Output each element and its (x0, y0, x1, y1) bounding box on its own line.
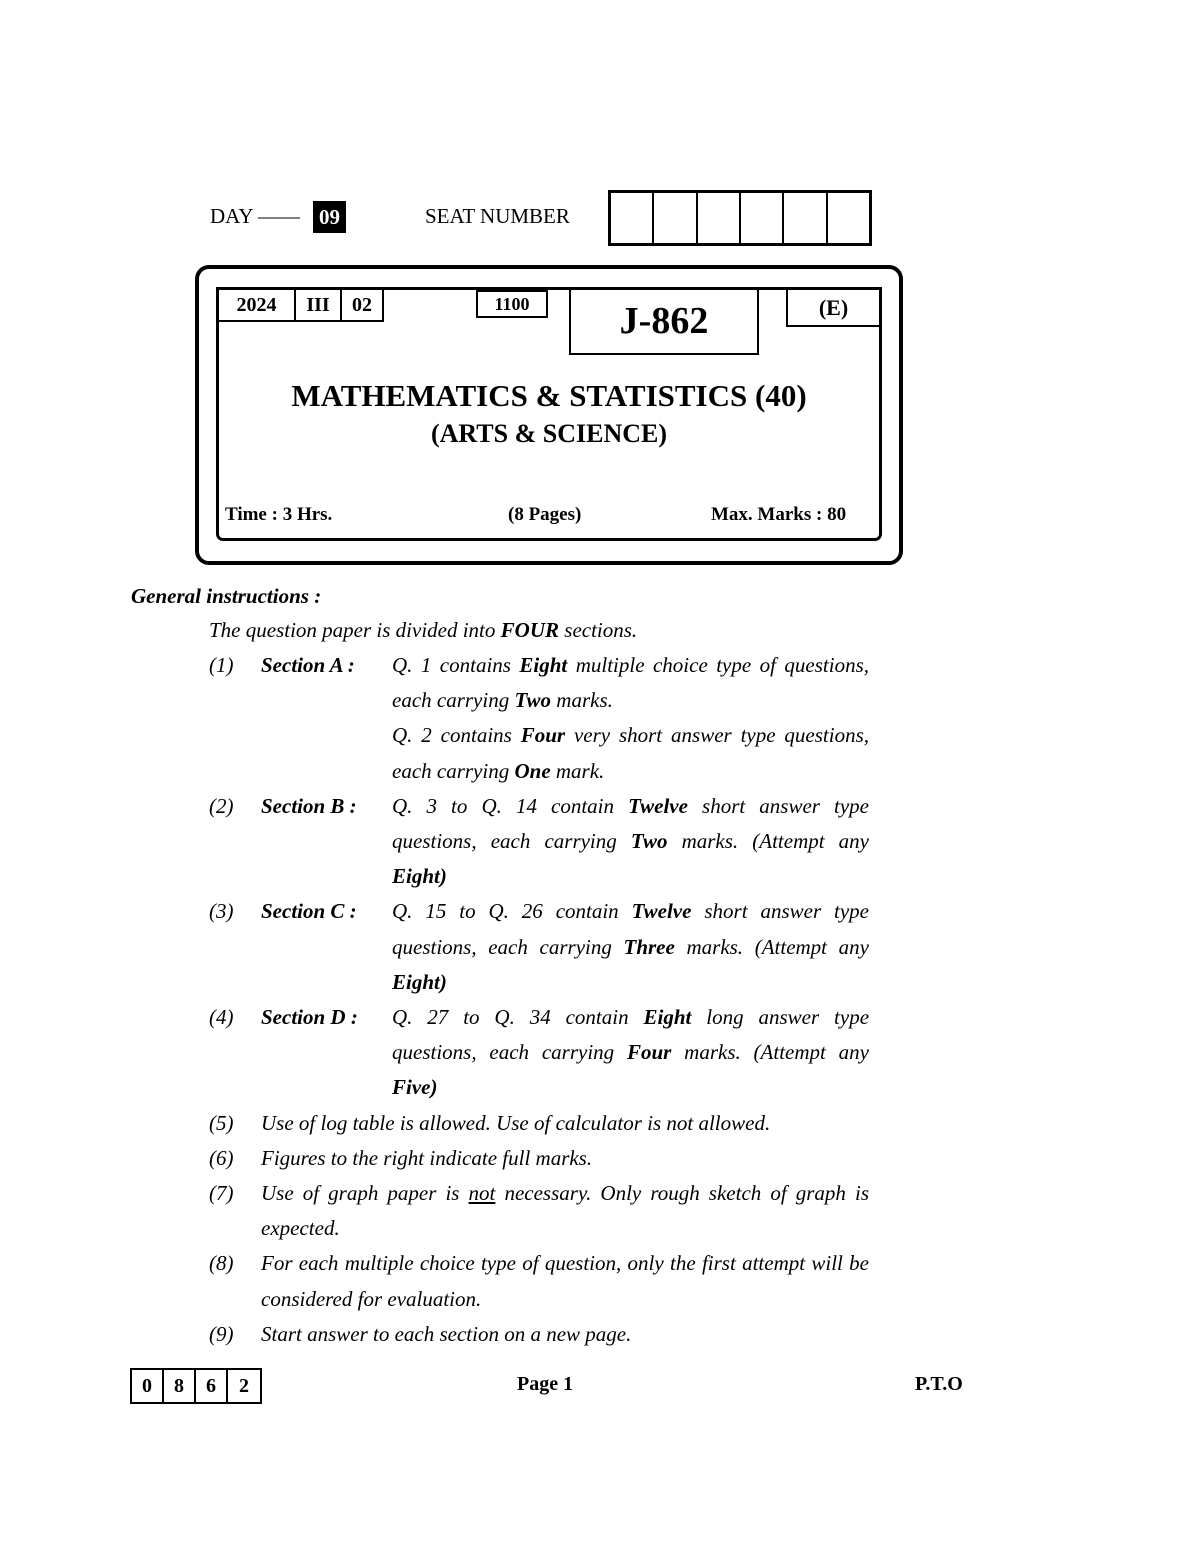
section-label: Section B : (261, 793, 357, 818)
instruction-item: (6) Figures to the right indicate full marks. (209, 1145, 593, 1170)
stream-title: (ARTS & SCIENCE) (430, 419, 667, 448)
seat-number-cell (698, 193, 741, 243)
seat-number-cell (611, 193, 654, 243)
instruction-item: (8) For each multiple choice type of question, only the first attempt will be considered for evaluation. (209, 1251, 869, 1311)
seat-number-cell (784, 193, 827, 243)
exam-header-inner-frame (216, 287, 882, 541)
section-label: Section C : (261, 899, 357, 924)
instruction-item: (7) Use of graph paper is not necessary. Only rough sketch of graph is expected. (209, 1181, 869, 1241)
seat-number-cell (828, 193, 869, 243)
exam-code-group (216, 287, 384, 322)
instruction-item: (1) Section A : Q. 1 contains Eight multiple choice type of questions, each carrying Two marks. Q. 2 contains Four very short answer type questions, each carrying One mark. (209, 648, 869, 789)
exam-duration: Time : 3 Hrs. (225, 504, 333, 525)
instructions-intro: The question paper is divided into FOUR sections. (209, 618, 638, 642)
footer-paper-code (130, 1368, 262, 1404)
instruction-item: (4) Section D : Q. 27 to Q. 34 contain Eight long answer type questions, each carrying Four marks. (Attempt any Five) (209, 1000, 869, 1106)
exam-roman-code: III (296, 287, 342, 322)
exam-year: 2024 (216, 287, 296, 322)
instruction-item: (5) Use of log table is allowed. Use of calculator is not allowed. (209, 1110, 771, 1135)
footer-code-digit: 6 (196, 1370, 228, 1402)
footer-code-digit: 0 (132, 1370, 164, 1402)
paper-code: J-862 (569, 287, 759, 355)
seat-number-boxes (608, 190, 872, 246)
please-turn-over: P.T.O (915, 1373, 963, 1395)
seat-number-label: SEAT NUMBER (425, 204, 570, 228)
max-marks: Max. Marks : 80 (711, 504, 847, 525)
day-label: DAY —— (210, 204, 301, 228)
footer-code-digit: 2 (239, 1375, 249, 1397)
exam-number-code: 02 (342, 287, 384, 322)
seat-number-cell (741, 193, 784, 243)
section-label: Section D : (261, 1005, 358, 1030)
footer-code-digit: 8 (164, 1370, 196, 1402)
instruction-item: (3) Section C : Q. 15 to Q. 26 contain Twelve short answer type questions, each carrying Three marks. (Attempt any Eight) (209, 894, 869, 1000)
time-code: 1100 (476, 290, 548, 318)
subject-title: MATHEMATICS & STATISTICS (40) (291, 378, 807, 413)
instructions-list (209, 648, 869, 1352)
section-label: Section A : (261, 653, 355, 677)
page-number: Page 1 (517, 1373, 574, 1395)
seat-number-cell (654, 193, 697, 243)
page-count: (8 Pages) (508, 504, 582, 525)
instructions-heading: General instructions : (131, 584, 322, 608)
instruction-item: (9) Start answer to each section on a new page. (209, 1321, 632, 1346)
language-code: (E) (786, 287, 882, 327)
day-value: 09 (313, 201, 346, 233)
instruction-item: (2) Section B : Q. 3 to Q. 14 contain Twelve short answer type questions, each carrying Two marks. (Attempt any Eight) (209, 789, 869, 895)
